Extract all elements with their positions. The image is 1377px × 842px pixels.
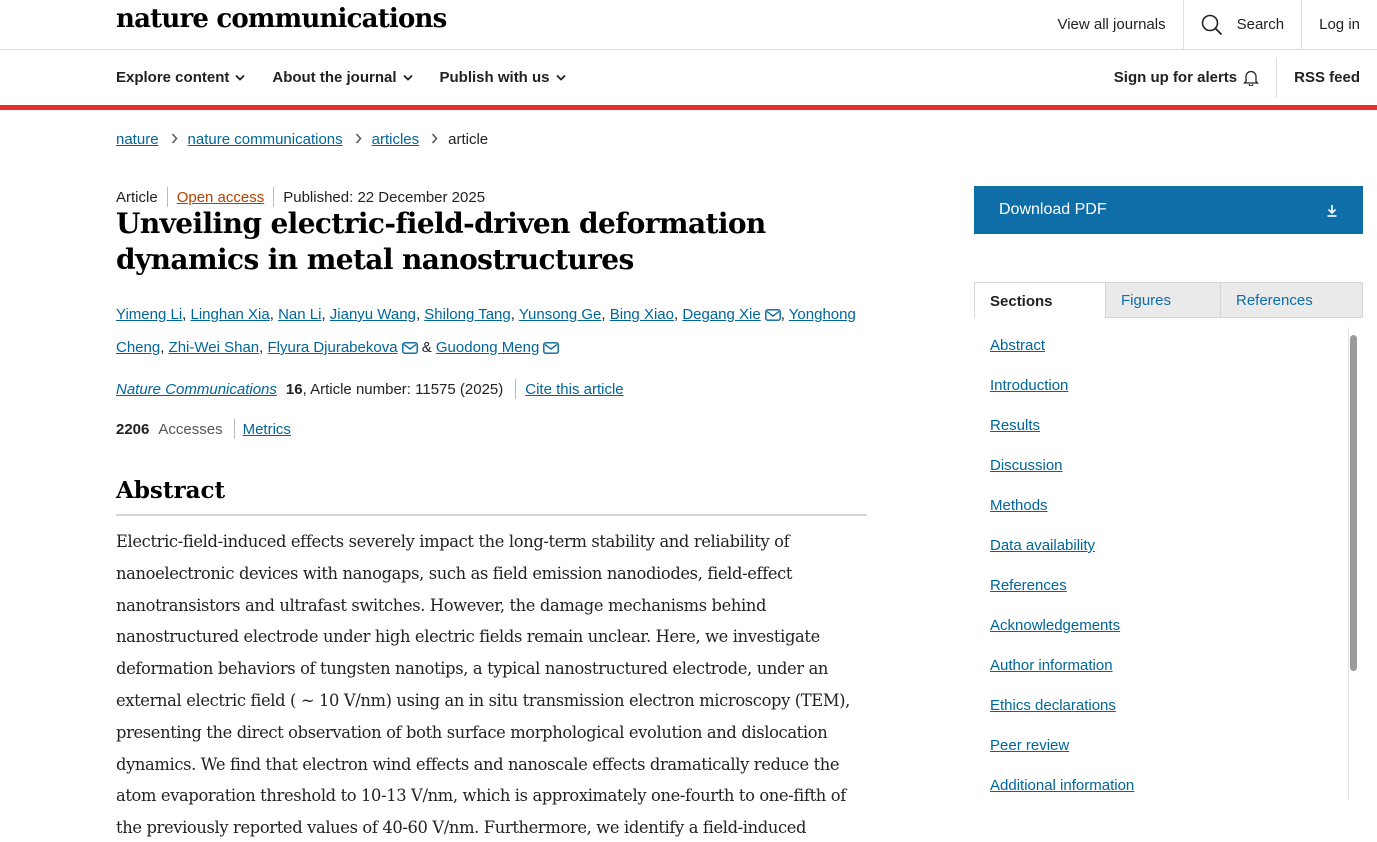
section-item: [990, 457, 1134, 497]
author-separator: ,: [269, 306, 279, 323]
rss-feed-link[interactable]: RSS feed: [1294, 69, 1360, 86]
tab-references[interactable]: References: [1220, 283, 1362, 317]
author-separator: ,: [415, 306, 425, 323]
alerts-label: Sign up for alerts: [1113, 69, 1238, 86]
abstract-heading: Abstract: [116, 477, 867, 516]
view-all-journals-link[interactable]: View all journals: [1057, 16, 1166, 33]
divider: [234, 419, 235, 439]
cite-article-link[interactable]: Cite this article: [525, 380, 624, 398]
author-separator: &: [417, 339, 436, 356]
accesses-label: Accesses: [158, 420, 223, 438]
top-right-links: [1040, 0, 1377, 49]
explore-content-label: Explore content: [116, 69, 230, 86]
open-access-link[interactable]: Open access: [176, 188, 265, 206]
chevron-right-icon: [171, 132, 178, 147]
section-link[interactable]: Peer review: [990, 737, 1070, 754]
scrollbar-thumb[interactable]: [1350, 335, 1357, 671]
author-separator: ,: [780, 306, 789, 323]
author-link[interactable]: Guodong Meng: [435, 339, 540, 356]
breadcrumb-nature-communications[interactable]: nature communications: [187, 131, 343, 148]
sign-up-alerts-link[interactable]: [1097, 50, 1276, 105]
publish-with-us-menu[interactable]: [440, 69, 566, 86]
section-link[interactable]: Data availability: [990, 537, 1096, 554]
tab-sections[interactable]: Sections: [975, 283, 1105, 319]
section-link[interactable]: Ethics declarations: [990, 697, 1116, 714]
sidebar-tabs: [974, 282, 1363, 318]
divider: [167, 187, 168, 207]
author-link[interactable]: Linghan Xia: [190, 306, 270, 323]
article-number: , Article number: 11575 (2025): [302, 380, 504, 398]
accent-bar: [0, 105, 1377, 110]
volume: 16: [285, 380, 303, 398]
scrollbar[interactable]: [1348, 327, 1358, 800]
section-item: [990, 697, 1134, 737]
email-icon[interactable]: [402, 334, 418, 365]
chevron-right-icon: [355, 132, 362, 147]
divider: [515, 379, 516, 399]
search-label: Search: [1236, 16, 1285, 33]
search-button[interactable]: [1183, 0, 1302, 49]
author-link[interactable]: Yonghong Cheng: [116, 306, 856, 356]
email-icon[interactable]: [765, 301, 781, 332]
metrics-link[interactable]: Metrics: [242, 420, 291, 438]
published-date: Published: 22 December 2025: [283, 188, 486, 206]
explore-content-menu[interactable]: [116, 69, 245, 86]
sections-list: [990, 337, 1134, 817]
breadcrumb-current: article: [448, 131, 489, 148]
main-nav: [0, 50, 1377, 105]
chevron-right-icon: [431, 132, 438, 147]
article-title: Unveiling electric-field-driven deformation dynamics in metal nanostructures: [116, 207, 766, 276]
author-list: [116, 299, 876, 365]
section-item: [990, 497, 1134, 537]
author-link[interactable]: Yimeng Li: [116, 306, 183, 323]
about-journal-label: About the journal: [272, 69, 397, 86]
author-link[interactable]: Degang Xie: [682, 306, 761, 323]
sections-panel: [974, 325, 1363, 800]
accesses-count: 2206: [116, 420, 150, 438]
article-type: Article: [116, 188, 158, 206]
section-item: [990, 537, 1134, 577]
section-item: [990, 737, 1134, 777]
scrollbar-track: [1348, 327, 1349, 800]
breadcrumb-nature[interactable]: nature: [116, 131, 159, 148]
bell-icon: [1237, 69, 1259, 86]
search-icon: [1201, 14, 1237, 36]
author-separator: ,: [601, 306, 610, 323]
article-meta: [116, 187, 485, 207]
chevron-down-icon: [403, 74, 413, 81]
section-item: [990, 417, 1134, 457]
download-pdf-label: Download PDF: [999, 201, 1107, 218]
author-separator: ,: [259, 339, 268, 356]
journal-logo[interactable]: nature communications: [116, 4, 447, 34]
author-link[interactable]: Jianyu Wang: [329, 306, 416, 323]
section-item: [990, 617, 1134, 657]
section-link[interactable]: Discussion: [990, 457, 1063, 474]
section-link[interactable]: Results: [990, 417, 1041, 434]
journal-link[interactable]: Nature Communications: [116, 380, 277, 398]
login-link[interactable]: Log in: [1301, 0, 1377, 49]
section-link[interactable]: Introduction: [990, 377, 1069, 394]
section-item: [990, 657, 1134, 697]
chevron-down-icon: [556, 74, 566, 81]
section-link[interactable]: Methods: [990, 497, 1048, 514]
author-link[interactable]: Yunsong Ge: [518, 306, 602, 323]
section-item: [990, 377, 1134, 417]
abstract-text: Electric-field-induced effects severely impact the long-term stability and reliability of nanoelectronic devices with nanogaps, such as field emission nanodiodes, field-effect nanotransistors and ultrafast switches. However, the damage mechanisms behind nanostructured electrode under high electric fields remain unclear. Here, we investigate deformation behaviors of tungsten nanotips, a typical nanostructured electrode, under an external electric field ( ~ 10 V/nm) using an in situ transmission electron microscopy (TEM), presenting the direct observation of both surface morphological evolution and dislocation dynamics. We find that electron wind effects and nanoscale effects dramatically reduce the atom evaporation threshold to 10-13 V/nm, which is approximately one-fourth to one-fifth of the previously reported values of 40-60 V/nm. Furthermore, we identify a field-induced: [116, 532, 850, 838]
section-link[interactable]: Abstract: [990, 337, 1046, 354]
author-link[interactable]: Flyura Djurabekova: [267, 339, 398, 356]
author-separator: ,: [510, 306, 519, 323]
breadcrumb: [116, 131, 488, 148]
download-icon: [1326, 204, 1338, 217]
citation-line: [116, 379, 624, 399]
article-metrics: [116, 419, 291, 439]
section-link[interactable]: Author information: [990, 657, 1113, 674]
publish-with-us-label: Publish with us: [439, 69, 550, 86]
section-item: [990, 777, 1134, 817]
tab-figures[interactable]: Figures: [1105, 283, 1220, 317]
author-separator: ,: [182, 306, 191, 323]
author-separator: ,: [160, 339, 169, 356]
section-item: [990, 577, 1134, 617]
top-header: [0, 0, 1377, 50]
section-link[interactable]: References: [990, 577, 1067, 594]
breadcrumb-articles[interactable]: articles: [371, 131, 420, 148]
section-item: [990, 337, 1134, 377]
about-journal-menu[interactable]: [272, 69, 412, 86]
author-link[interactable]: Shilong Tang: [424, 306, 511, 323]
author-separator: ,: [321, 306, 330, 323]
chevron-down-icon: [235, 74, 245, 81]
section-link[interactable]: Additional information: [990, 777, 1135, 794]
download-pdf-button[interactable]: [974, 186, 1363, 234]
divider: [273, 187, 274, 207]
author-link[interactable]: Zhi-Wei Shan: [168, 339, 260, 356]
author-link[interactable]: Nan Li: [278, 306, 322, 323]
section-link[interactable]: Acknowledgements: [990, 617, 1121, 634]
author-separator: ,: [673, 306, 683, 323]
author-link[interactable]: Bing Xiao: [609, 306, 674, 323]
email-icon[interactable]: [543, 334, 559, 365]
